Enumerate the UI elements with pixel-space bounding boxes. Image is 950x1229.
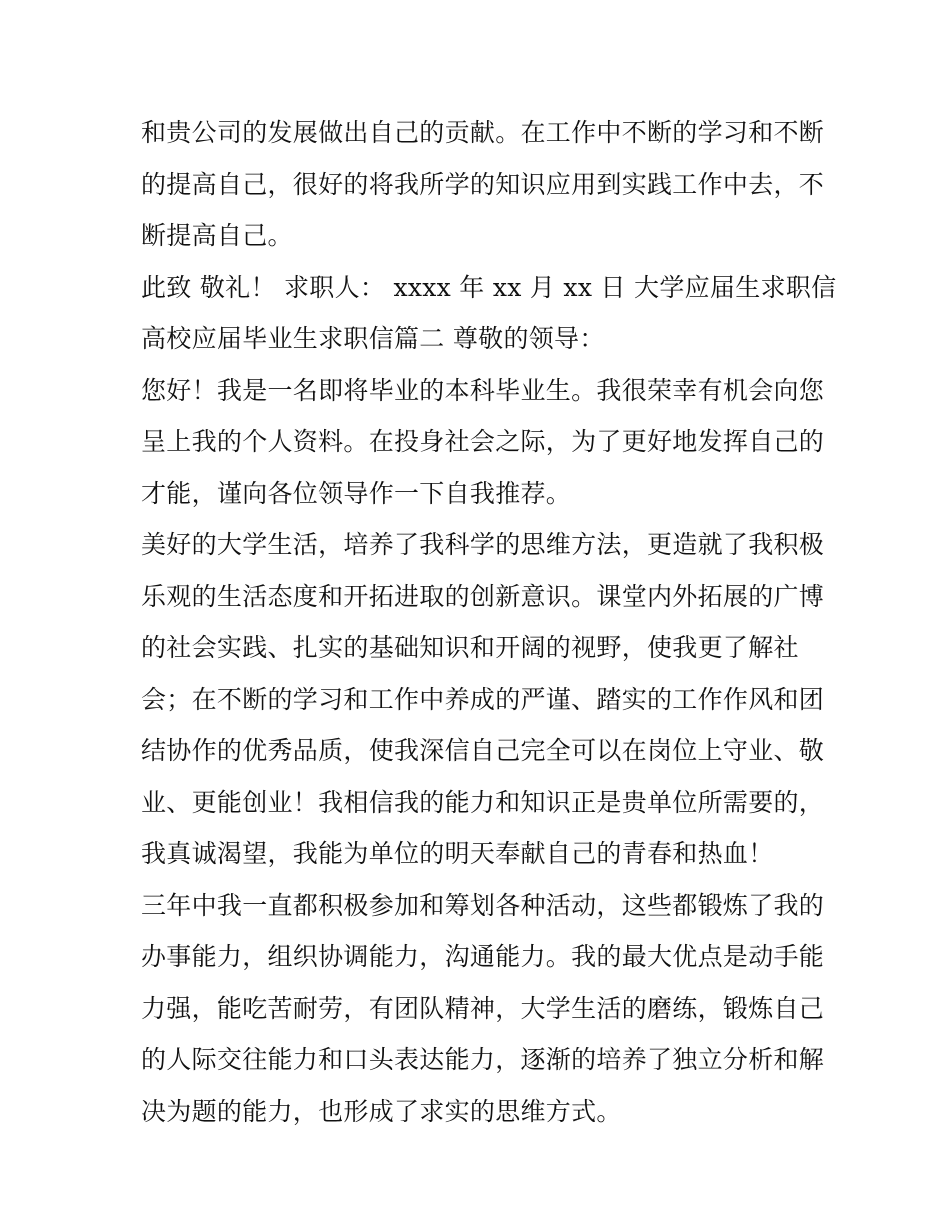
text-line: 的社会实践、扎实的基础知识和开阔的视野，使我更了解社 <box>141 633 799 662</box>
text-line: 此致 敬礼！ 求职人： xxxx 年 xx 月 xx 日 大学应届生求职信 <box>141 272 837 302</box>
text-line: 的提高自己，很好的将我所学的知识应用到实践工作中去，不 <box>141 169 825 199</box>
text-line: 业、更能创业！我相信我的能力和知识正是贵单位所需要的， <box>141 787 825 817</box>
text-line: 结协作的优秀品质，使我深信自己完全可以在岗位上守业、敬 <box>141 736 825 765</box>
text-line: 乐观的生活态度和开拓进取的创新意识。课堂内外拓展的广博 <box>141 581 825 611</box>
text-line: 断提高自己。 <box>141 221 293 250</box>
text-line: 和贵公司的发展做出自己的贡献。在工作中不断的学习和不断 <box>141 118 825 147</box>
text-line: 高校应届毕业生求职信篇二 尊敬的领导： <box>141 324 605 353</box>
text-line: 我真诚渴望，我能为单位的明天奉献自己的青春和热血！ <box>141 839 774 868</box>
text-line: 呈上我的个人资料。在投身社会之际，为了更好地发挥自己的 <box>141 427 825 456</box>
text-line: 您好！我是一名即将毕业的本科毕业生。我很荣幸有机会向您 <box>141 375 825 405</box>
text-line: 美好的大学生活，培养了我科学的思维方法，更造就了我积极 <box>141 530 825 559</box>
text-line: 的人际交往能力和口头表达能力，逐渐的培养了独立分析和解 <box>141 1045 825 1074</box>
document-body <box>141 107 837 1137</box>
text-line: 决为题的能力，也形成了求实的思维方式。 <box>141 1096 622 1126</box>
text-line: 三年中我一直都积极参加和筹划各种活动，这些都锻炼了我的 <box>141 890 825 920</box>
text-line: 会；在不断的学习和工作中养成的严谨、踏实的工作作风和团 <box>141 684 825 714</box>
text-line: 力强，能吃苦耐劳，有团队精神，大学生活的磨练，锻炼自己 <box>141 993 825 1023</box>
text-line: 办事能力，组织协调能力，沟通能力。我的最大优点是动手能 <box>141 942 825 971</box>
text-line: 才能，谨向各位领导作一下自我推荐。 <box>141 478 572 508</box>
